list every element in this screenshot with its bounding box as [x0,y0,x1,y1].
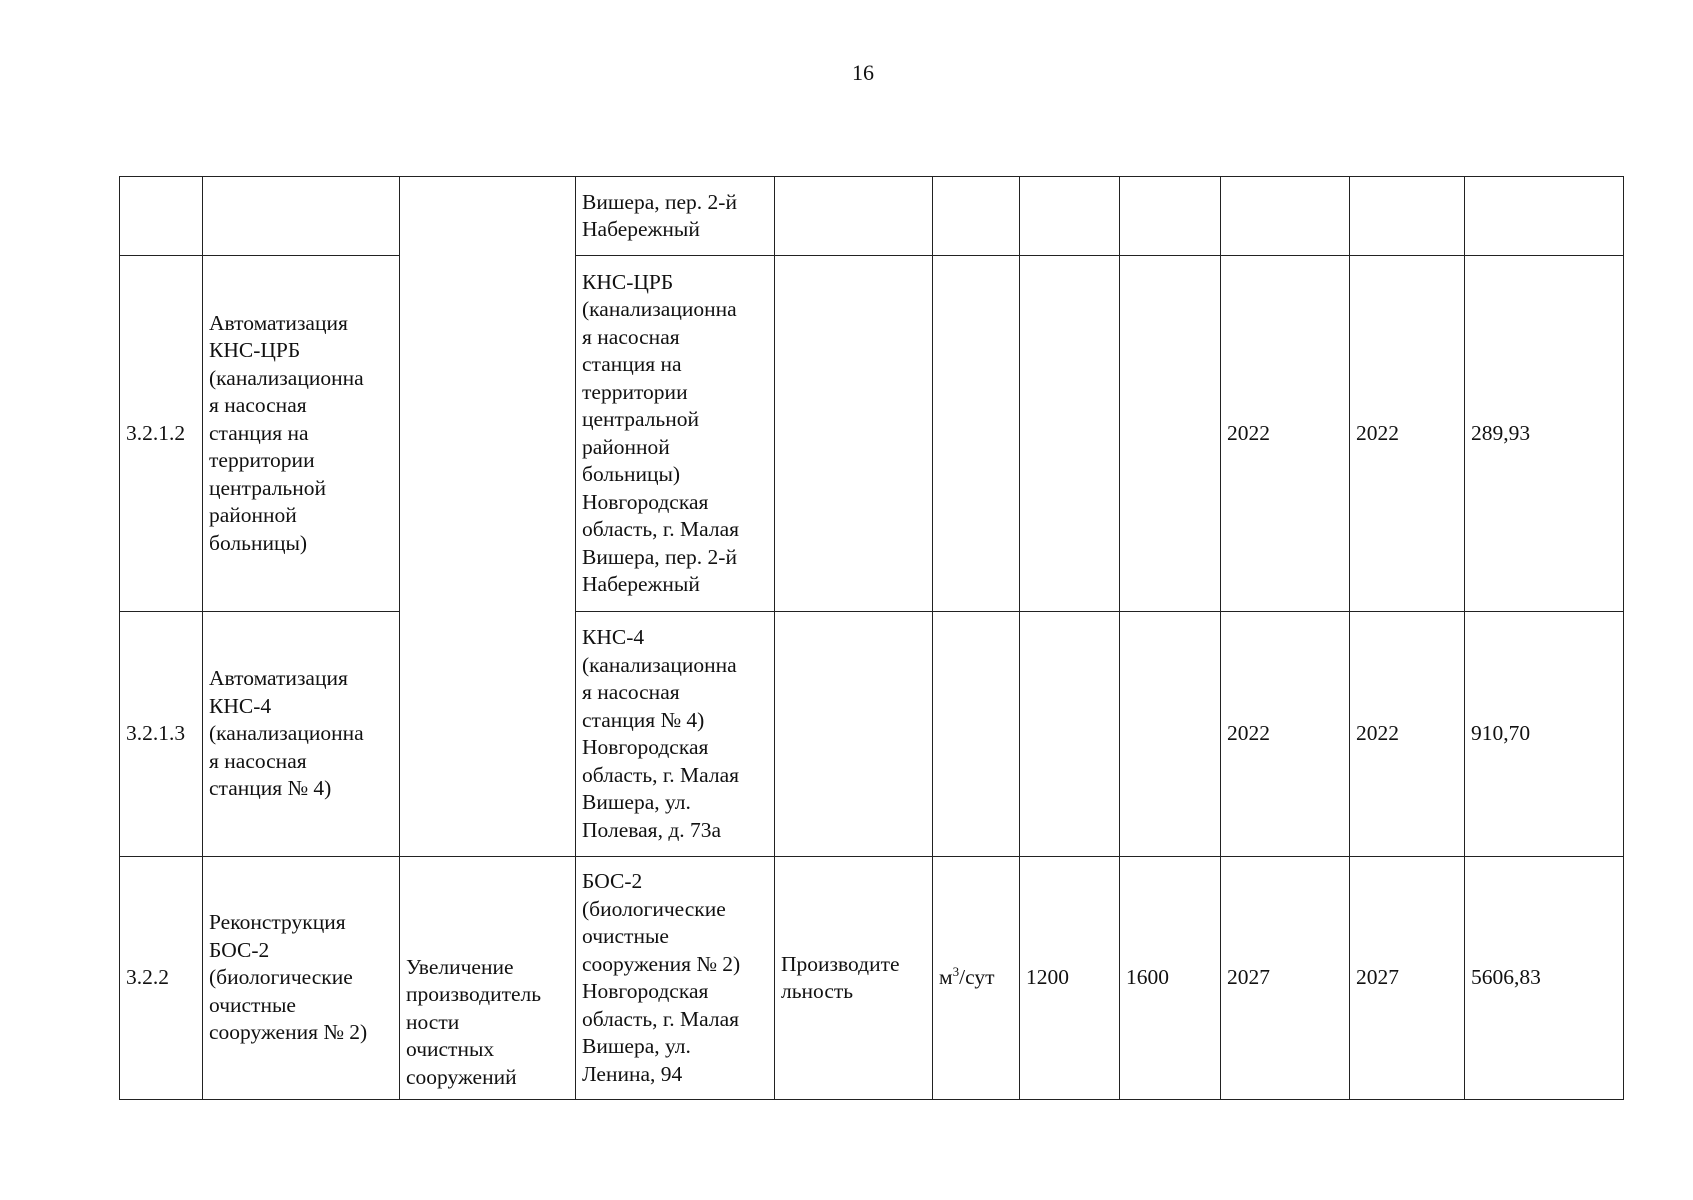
cell-indicator [775,857,933,1100]
cell-value-before: 1200 [1020,857,1120,1100]
investment-program-table [119,176,1624,1100]
table-row [120,612,1624,857]
cell-end-year [1350,177,1465,256]
name-text: Реконструкция БОС-2 (биологические очистные сооружения № 2) [209,910,368,1045]
cell-code: 3.2.1.3 [120,612,203,857]
location-text: КНС-4 (канализационна я насосная станция № 4) Новгородская область, г. Малая Вишера, ул. Полевая, д. 73а [582,625,740,842]
cell-code [120,177,203,256]
unit-base: м [939,965,953,990]
cell-start-year: 2027 [1221,857,1350,1100]
cell-name [203,612,400,857]
cell-name [203,256,400,612]
name-text: Автоматизация КНС-4 (канализационна я насосная станция № 4) [209,666,364,801]
cell-location [576,177,775,256]
table-row [120,857,1624,1100]
cell-end-year: 2022 [1350,612,1465,857]
cell-end-year: 2022 [1350,256,1465,612]
unit-suffix: /сут [959,965,995,990]
cell-start-year [1221,177,1350,256]
goal-text: Увеличение производитель ности очистных сооружений [406,954,542,1089]
page-number: 16 [852,60,874,85]
cell-start-year: 2022 [1221,256,1350,612]
cell-cost: 5606,83 [1465,857,1624,1100]
cell-unit [933,177,1020,256]
cell-unit [933,857,1020,1100]
cell-location [576,256,775,612]
name-text: Автоматизация КНС-ЦРБ (канализационна я насосная станция на территории центральной районной больницы) [209,310,364,555]
indicator-text: Производите льность [781,951,900,1003]
location-text: КНС-ЦРБ (канализационна я насосная станция на территории центральной районной больницы) Новгородская область, г. Малая Вишера, пер. 2-й Набережный [582,269,740,596]
cell-goal [400,857,576,1100]
cell-value-after [1120,177,1221,256]
cell-value-after: 1600 [1120,857,1221,1100]
cell-value-before [1020,612,1120,857]
cell-code: 3.2.1.2 [120,256,203,612]
cell-indicator [775,256,933,612]
location-text: Вишера, пер. 2-й Набережный [582,189,737,241]
cell-unit [933,256,1020,612]
location-text: БОС-2 (биологические очистные сооружения № 2) Новгородская область, г. Малая Вишера, ул. Ленина, 94 [582,869,741,1086]
cell-value-before [1020,177,1120,256]
cell-location [576,857,775,1100]
cell-cost: 289,93 [1465,256,1624,612]
cell-unit [933,612,1020,857]
table-row [120,256,1624,612]
cell-name [203,857,400,1100]
cell-cost: 910,70 [1465,612,1624,857]
cell-indicator [775,612,933,857]
cell-value-after [1120,612,1221,857]
cell-cost [1465,177,1624,256]
cell-value-before [1020,256,1120,612]
cell-end-year: 2027 [1350,857,1465,1100]
cell-goal-merged [400,177,576,857]
cell-code: 3.2.2 [120,857,203,1100]
unit-exponent: 3 [952,964,960,980]
cell-indicator [775,177,933,256]
cell-name [203,177,400,256]
cell-value-after [1120,256,1221,612]
table-row [120,177,1624,256]
cell-start-year: 2022 [1221,612,1350,857]
cell-location [576,612,775,857]
